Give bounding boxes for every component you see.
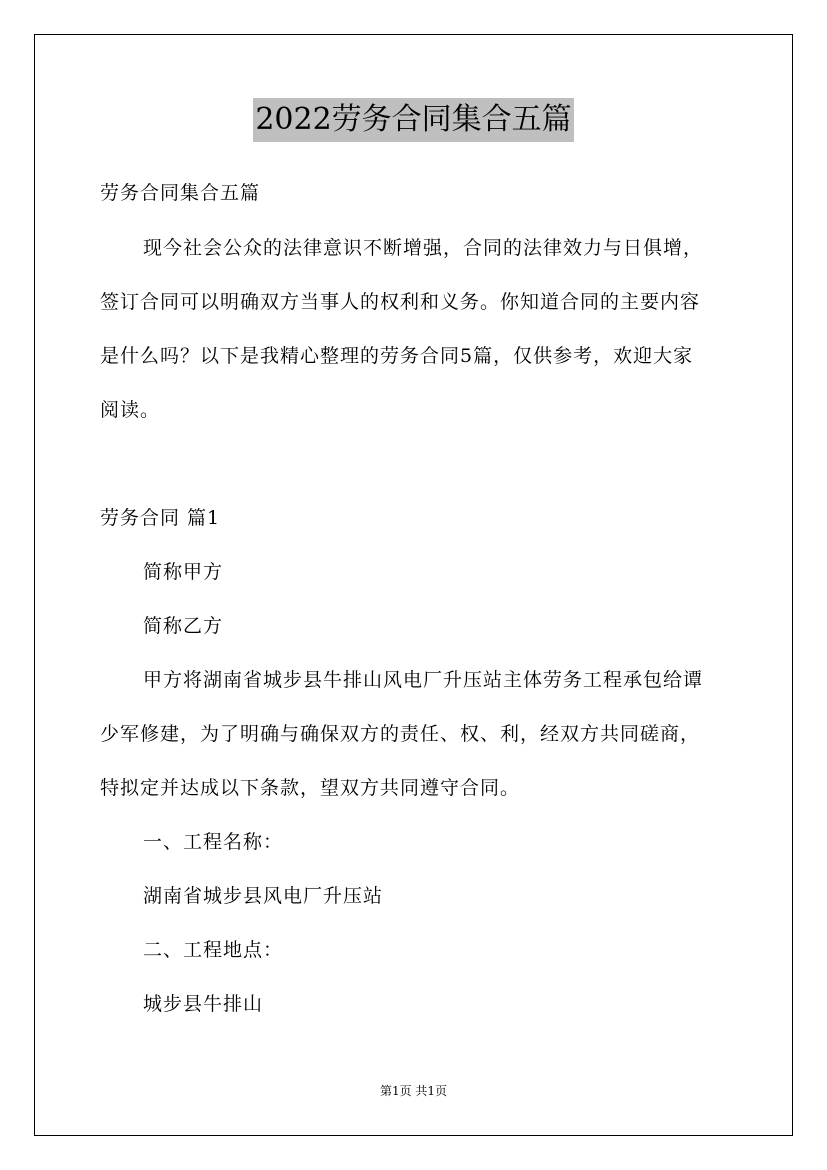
- document-subtitle: 劳务合同集合五篇: [100, 182, 261, 204]
- clause-1-heading: 一、工程名称：: [143, 831, 284, 853]
- document-title: 2022劳务合同集合五篇: [253, 98, 573, 142]
- clause-1-value: 湖南省城步县风电厂升压站: [143, 885, 384, 907]
- body-line-2: 少军修建，为了明确与确保双方的责任、权、利，经双方共同磋商，: [100, 723, 701, 745]
- intro-line-2: 签订合同可以明确双方当事人的权利和义务。你知道合同的主要内容: [100, 291, 701, 313]
- party-a-line: 简称甲方: [143, 561, 224, 583]
- intro-line-3: 是什么吗？以下是我精心整理的劳务合同5篇，仅供参考，欢迎大家: [100, 345, 694, 367]
- body-line-1: 甲方将湖南省城步县牛排山风电厂升压站主体劳务工程承包给谭: [143, 669, 704, 691]
- title-container: [0, 98, 827, 142]
- body-line-3: 特拟定并达成以下条款，望双方共同遵守合同。: [100, 777, 521, 799]
- section-heading: 劳务合同 篇1: [100, 507, 221, 529]
- clause-2-value: 城步县牛排山: [143, 993, 264, 1015]
- intro-line-4: 阅读。: [100, 399, 161, 421]
- party-b-line: 简称乙方: [143, 615, 224, 637]
- intro-line-1: 现今社会公众的法律意识不断增强，合同的法律效力与日俱增，: [143, 237, 704, 259]
- page-footer: 第1页 共1页: [379, 1084, 448, 1098]
- clause-2-heading: 二、工程地点：: [143, 939, 284, 961]
